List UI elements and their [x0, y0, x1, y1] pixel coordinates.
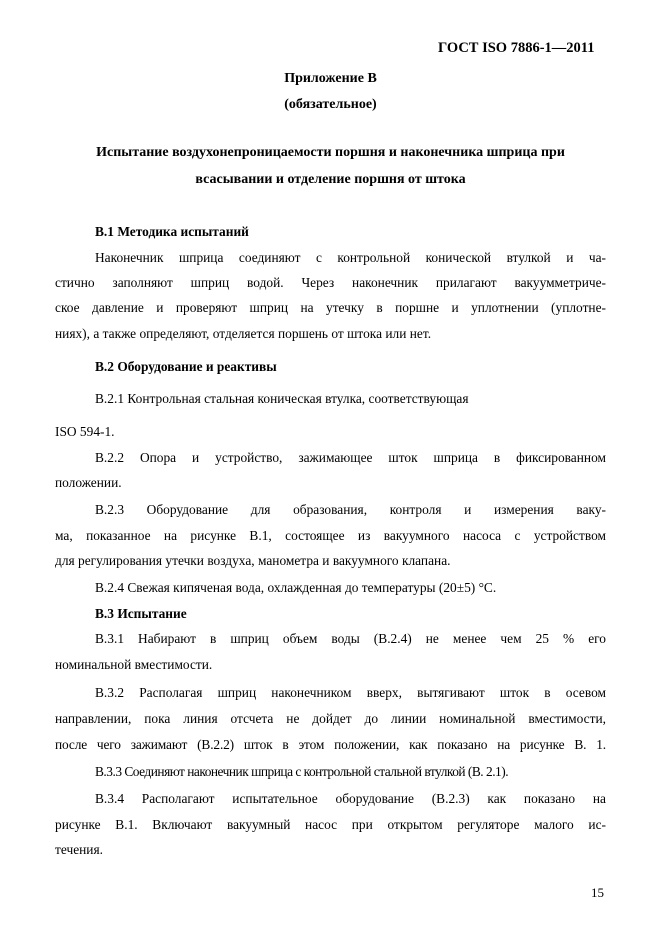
- appendix-status: (обязательное): [284, 97, 377, 112]
- appendix-heading-line-2: всасывании и отделение поршня от штока: [195, 172, 466, 187]
- document-code: ГОСТ ISO 7886-1—2011: [438, 40, 595, 56]
- section-b3-title: В.3 Испытание: [95, 606, 187, 621]
- section-b2-title: В.2 Оборудование и реактивы: [95, 359, 277, 374]
- paragraph-line: В.2.4 Свежая кипяченая вода, охлажденная до температуры (20±5) °С.: [95, 580, 497, 595]
- paragraph-line: В.3.3 Соединяют наконечник шприца с контрольной стальной втулкой (В. 2.1).: [95, 764, 509, 779]
- section-b1-title: В.1 Методика испытаний: [95, 224, 249, 239]
- page-number: 15: [591, 885, 604, 900]
- paragraph-line: рисунке В.1. Включают вакуумный насос при открытом регуляторе малого ис-: [55, 817, 606, 832]
- paragraph-line: ма, показанное на рисунке В.1, состоящее из вакуумного насоса с устройством: [55, 528, 606, 543]
- paragraph-line: после чего зажимают (В.2.2) шток в этом положении, как показано на рисунке В. 1.: [55, 737, 606, 752]
- appendix-title: Приложение В: [284, 71, 377, 86]
- paragraph-line: течения.: [55, 842, 103, 857]
- paragraph-line: В.2.3 Оборудование для образования, контроля и измерения ваку-: [95, 502, 606, 517]
- paragraph-line: номинальной вместимости.: [55, 657, 213, 672]
- paragraph-line: Наконечник шприца соединяют с контрольной конической втулкой и ча-: [95, 250, 606, 265]
- paragraph-line: стично заполняют шприц водой. Через наконечник прилагают вакуумметриче-: [55, 275, 606, 290]
- paragraph-line: В.2.2 Опора и устройство, зажимающее шток шприца в фиксированном: [95, 450, 606, 465]
- paragraph-line: В.3.1 Набирают в шприц объем воды (В.2.4) не менее чем 25 % его: [95, 631, 606, 646]
- paragraph-line: ское давление и проверяют шприц на утечку в поршне и уплотнении (уплотне-: [55, 300, 606, 315]
- paragraph-line: ниях), а также определяют, отделяется поршень от штока или нет.: [55, 326, 432, 341]
- paragraph-line: В.3.4 Располагают испытательное оборудование (В.2.3) как показано на: [95, 791, 606, 806]
- paragraph-line: В.2.1 Контрольная стальная коническая втулка, соответствующая: [95, 391, 469, 406]
- paragraph-line: направлении, пока линия отсчета не дойдет до линии номинальной вместимости,: [55, 711, 606, 726]
- appendix-heading-line-1: Испытание воздухонепроницаемости поршня и наконечника шприца при: [96, 145, 565, 160]
- paragraph-line: ISO 594-1.: [55, 424, 115, 439]
- paragraph-line: для регулирования утечки воздуха, манометра и вакуумного клапана.: [55, 553, 451, 568]
- paragraph-line: В.3.2 Располагая шприц наконечником вверх, вытягивают шток в осевом: [95, 685, 606, 700]
- paragraph-line: положении.: [55, 475, 122, 490]
